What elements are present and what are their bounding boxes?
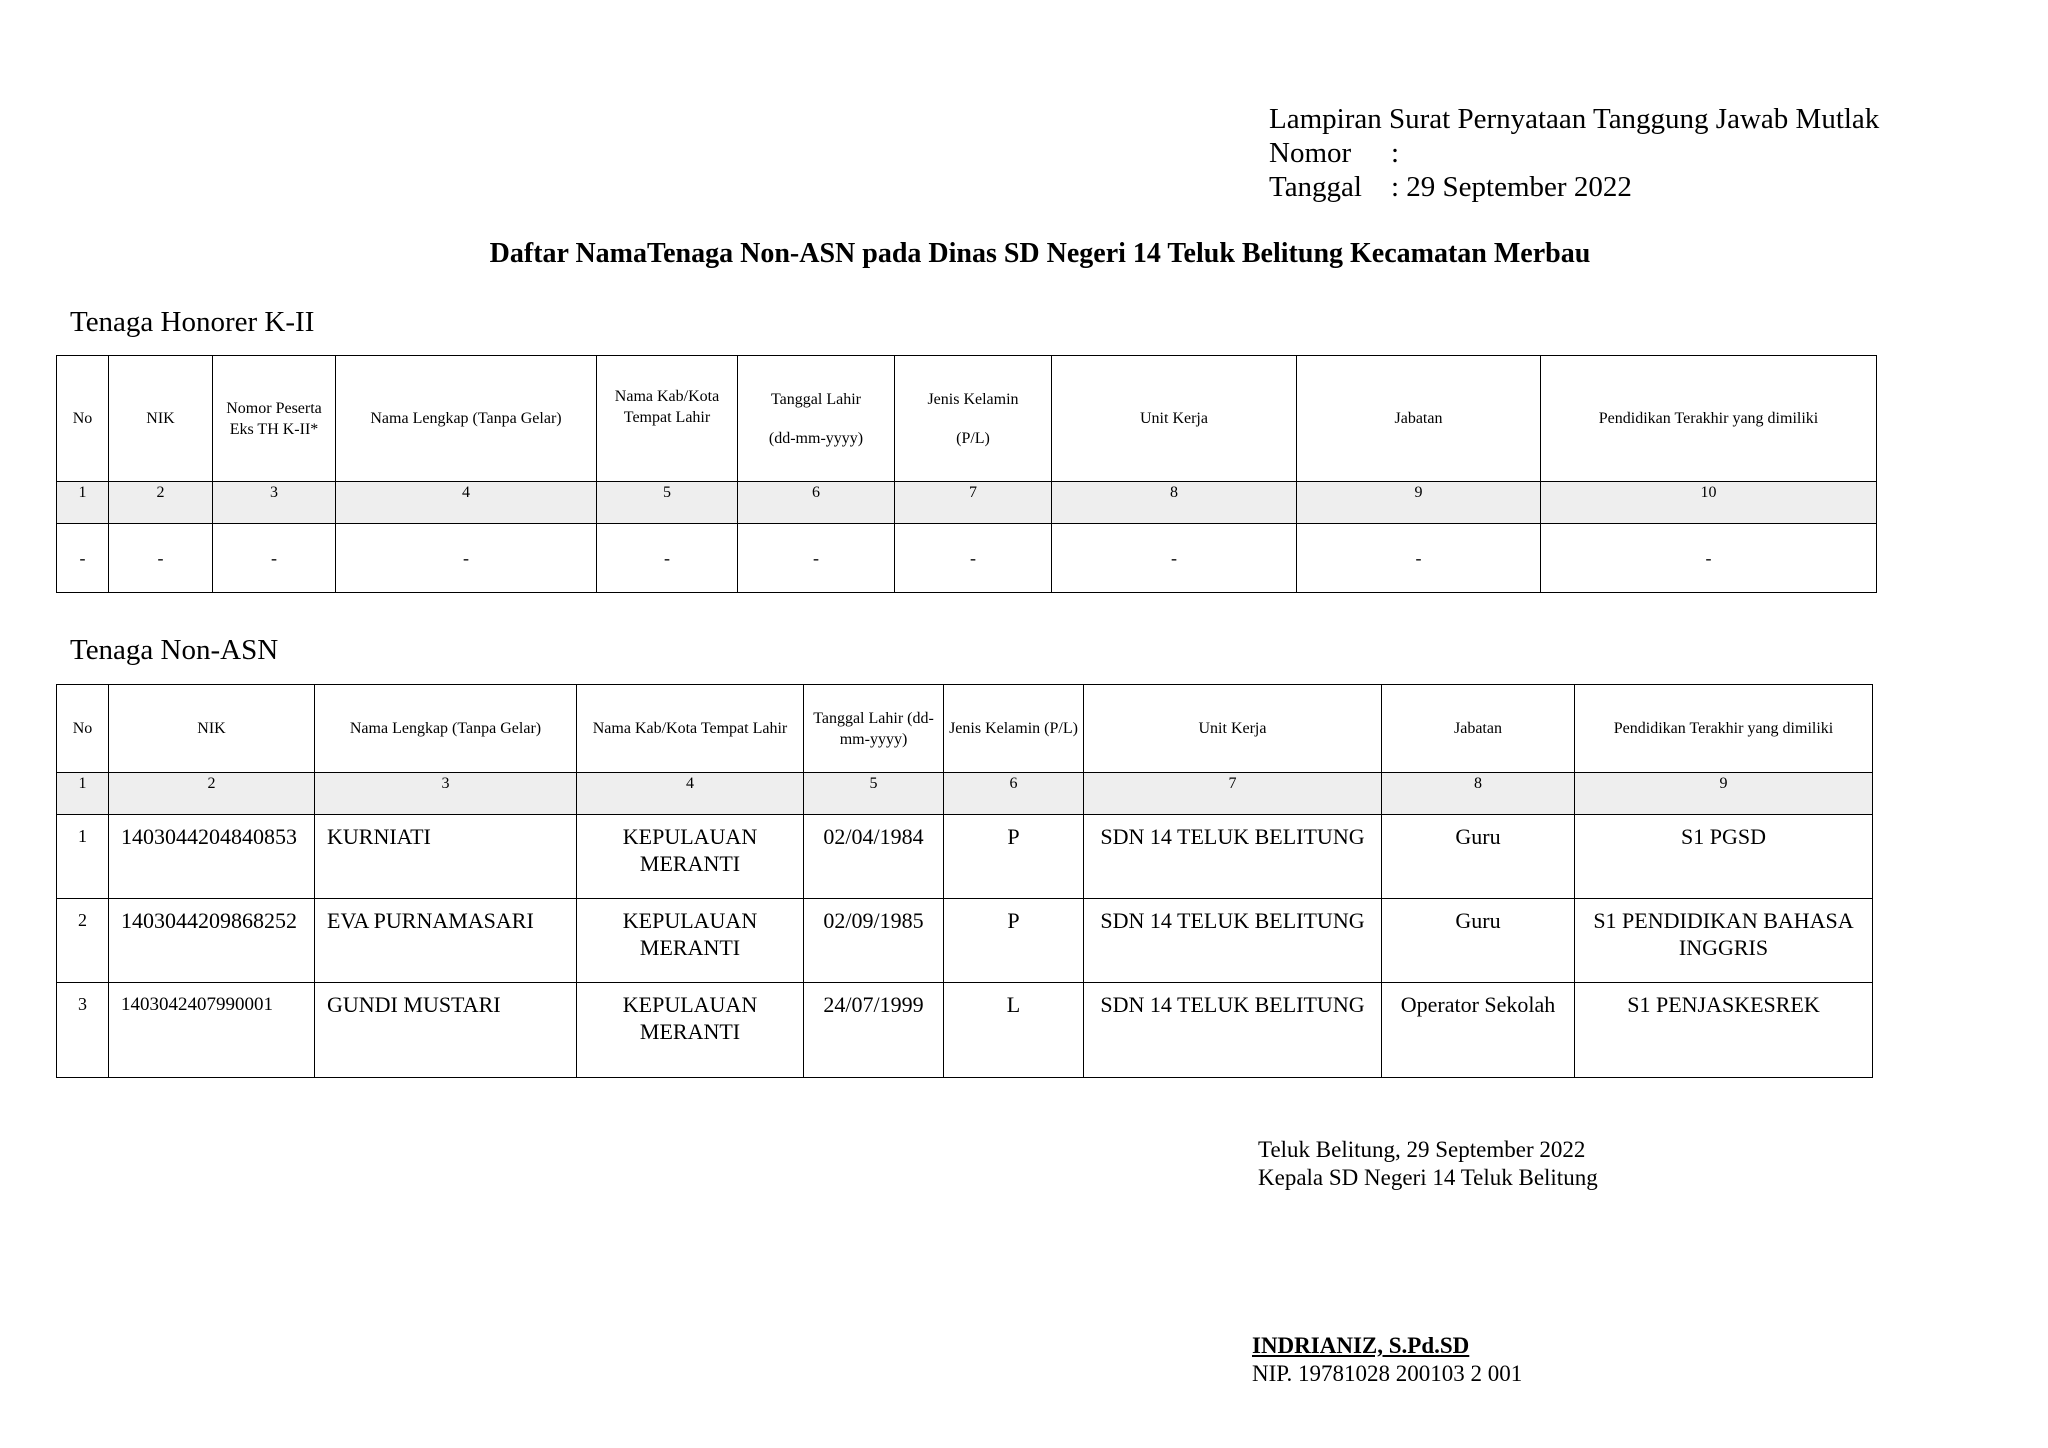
col-jenis-kelamin: Jenis Kelamin (P/L): [944, 685, 1084, 773]
col-tgl-lahir: Tanggal Lahir (dd-mm-yyyy): [804, 685, 944, 773]
table-row: [57, 815, 1873, 899]
table-cell: -: [336, 524, 597, 593]
row-pendidikan: S1 PENDIDIKAN BAHASA INGGRIS: [1575, 899, 1873, 983]
table-cell: -: [597, 524, 738, 593]
row-tgl-lahir: 24/07/1999: [804, 983, 944, 1078]
signer-nip: NIP. 19781028 200103 2 001: [1252, 1361, 1523, 1386]
index-cell: 2: [109, 482, 213, 524]
row-kabkota: KEPULAUAN MERANTI: [577, 899, 804, 983]
signer-block: [1252, 1332, 1522, 1388]
row-nik: 1403044204840853: [109, 815, 315, 899]
col-tgl-lahir: [738, 356, 895, 482]
col-no: No: [57, 356, 109, 482]
table-cell: -: [1541, 524, 1877, 593]
row-nama: EVA PURNAMASARI: [315, 899, 577, 983]
table-cell: -: [1052, 524, 1297, 593]
row-jabatan: Guru: [1382, 815, 1575, 899]
row-nama: KURNIATI: [315, 815, 577, 899]
index-cell: 2: [109, 773, 315, 815]
col-nik: NIK: [109, 685, 315, 773]
section-title-non-asn: Tenaga Non-ASN: [70, 634, 279, 666]
row-pendidikan: S1 PGSD: [1575, 815, 1873, 899]
signature-position: Kepala SD Negeri 14 Teluk Belitung: [1258, 1165, 1598, 1190]
col-jk-format: (P/L): [956, 429, 990, 447]
index-cell: 5: [597, 482, 738, 524]
row-jenis-kelamin: L: [944, 983, 1084, 1078]
section-title-honorer: Tenaga Honorer K-II: [70, 306, 315, 338]
col-jk-label: Jenis Kelamin: [927, 390, 1019, 408]
index-cell: 8: [1382, 773, 1575, 815]
row-pendidikan: S1 PENJASKESREK: [1575, 983, 1873, 1078]
row-tgl-lahir: 02/09/1985: [804, 899, 944, 983]
table-cell: -: [213, 524, 336, 593]
document-title: Daftar NamaTenaga Non-ASN pada Dinas SD Negeri 14 Teluk Belitung Kecamatan Merbau: [489, 238, 1591, 269]
col-jabatan: Jabatan: [1382, 685, 1575, 773]
index-cell: 3: [315, 773, 577, 815]
nomor-value: :: [1391, 137, 1400, 169]
col-kabkota: Nama Kab/Kota Tempat Lahir: [597, 356, 738, 482]
row-no: 3: [57, 983, 109, 1078]
col-nama: Nama Lengkap (Tanpa Gelar): [336, 356, 597, 482]
signer-name: INDRIANIZ, S.Pd.SD: [1252, 1333, 1470, 1358]
nomor-row: [1269, 136, 1879, 170]
signature-place-block: [1258, 1136, 1598, 1192]
index-cell: 1: [57, 482, 109, 524]
row-unit-kerja: SDN 14 TELUK BELITUNG: [1084, 815, 1382, 899]
index-cell: 4: [336, 482, 597, 524]
table-row: [57, 899, 1873, 983]
col-no: No: [57, 685, 109, 773]
table-header-row: [57, 685, 1873, 773]
row-jenis-kelamin: P: [944, 815, 1084, 899]
col-unit-kerja: Unit Kerja: [1052, 356, 1297, 482]
col-pendidikan: Pendidikan Terakhir yang dimiliki: [1541, 356, 1877, 482]
table-cell: -: [738, 524, 895, 593]
index-cell: 5: [804, 773, 944, 815]
row-jenis-kelamin: P: [944, 899, 1084, 983]
col-pendidikan: Pendidikan Terakhir yang dimiliki: [1575, 685, 1873, 773]
index-cell: 1: [57, 773, 109, 815]
nomor-label: Nomor: [1269, 137, 1352, 169]
row-kabkota: KEPULAUAN MERANTI: [577, 983, 804, 1078]
col-nama: Nama Lengkap (Tanpa Gelar): [315, 685, 577, 773]
row-unit-kerja: SDN 14 TELUK BELITUNG: [1084, 899, 1382, 983]
col-tgl-lahir-format: (dd-mm-yyyy): [768, 429, 864, 447]
table-row: [57, 524, 1877, 593]
index-cell: 3: [213, 482, 336, 524]
index-cell: 6: [944, 773, 1084, 815]
col-unit-kerja: Unit Kerja: [1084, 685, 1382, 773]
row-nik: 1403042407990001: [109, 983, 315, 1078]
attachment-header: [1269, 102, 1879, 204]
index-cell: 6: [738, 482, 895, 524]
tanggal-value: : 29 September 2022: [1391, 171, 1632, 203]
row-jabatan: Operator Sekolah: [1382, 983, 1575, 1078]
index-cell: 9: [1575, 773, 1873, 815]
signature-place-date: Teluk Belitung, 29 September 2022: [1258, 1137, 1586, 1162]
index-cell: 10: [1541, 482, 1877, 524]
table-row: [57, 983, 1873, 1078]
row-nama: GUNDI MUSTARI: [315, 983, 577, 1078]
row-tgl-lahir: 02/04/1984: [804, 815, 944, 899]
row-jabatan: Guru: [1382, 899, 1575, 983]
row-no: 1: [57, 815, 109, 899]
table-cell: -: [109, 524, 213, 593]
col-nomor-peserta: Nomor Peserta Eks TH K-II*: [213, 356, 336, 482]
table-honorer-k2: [56, 355, 1877, 593]
index-cell: 7: [1084, 773, 1382, 815]
table-header-row: [57, 356, 1877, 482]
table-cell: -: [895, 524, 1052, 593]
row-unit-kerja: SDN 14 TELUK BELITUNG: [1084, 983, 1382, 1078]
col-jenis-kelamin: [895, 356, 1052, 482]
index-cell: 7: [895, 482, 1052, 524]
table-cell: -: [1297, 524, 1541, 593]
index-cell: 9: [1297, 482, 1541, 524]
attachment-title: Lampiran Surat Pernyataan Tanggung Jawab Mutlak: [1269, 103, 1880, 135]
table-cell: -: [57, 524, 109, 593]
row-nik: 1403044209868252: [109, 899, 315, 983]
col-tgl-lahir-label: Tanggal Lahir: [771, 390, 861, 408]
index-cell: 8: [1052, 482, 1297, 524]
tanggal-label: Tanggal: [1269, 171, 1362, 203]
row-no: 2: [57, 899, 109, 983]
index-cell: 4: [577, 773, 804, 815]
col-nik: NIK: [109, 356, 213, 482]
tanggal-row: [1269, 170, 1879, 204]
col-jabatan: Jabatan: [1297, 356, 1541, 482]
index-row: [57, 773, 1873, 815]
table-non-asn: [56, 684, 1873, 1078]
row-kabkota: KEPULAUAN MERANTI: [577, 815, 804, 899]
index-row: [57, 482, 1877, 524]
col-kabkota: Nama Kab/Kota Tempat Lahir: [577, 685, 804, 773]
